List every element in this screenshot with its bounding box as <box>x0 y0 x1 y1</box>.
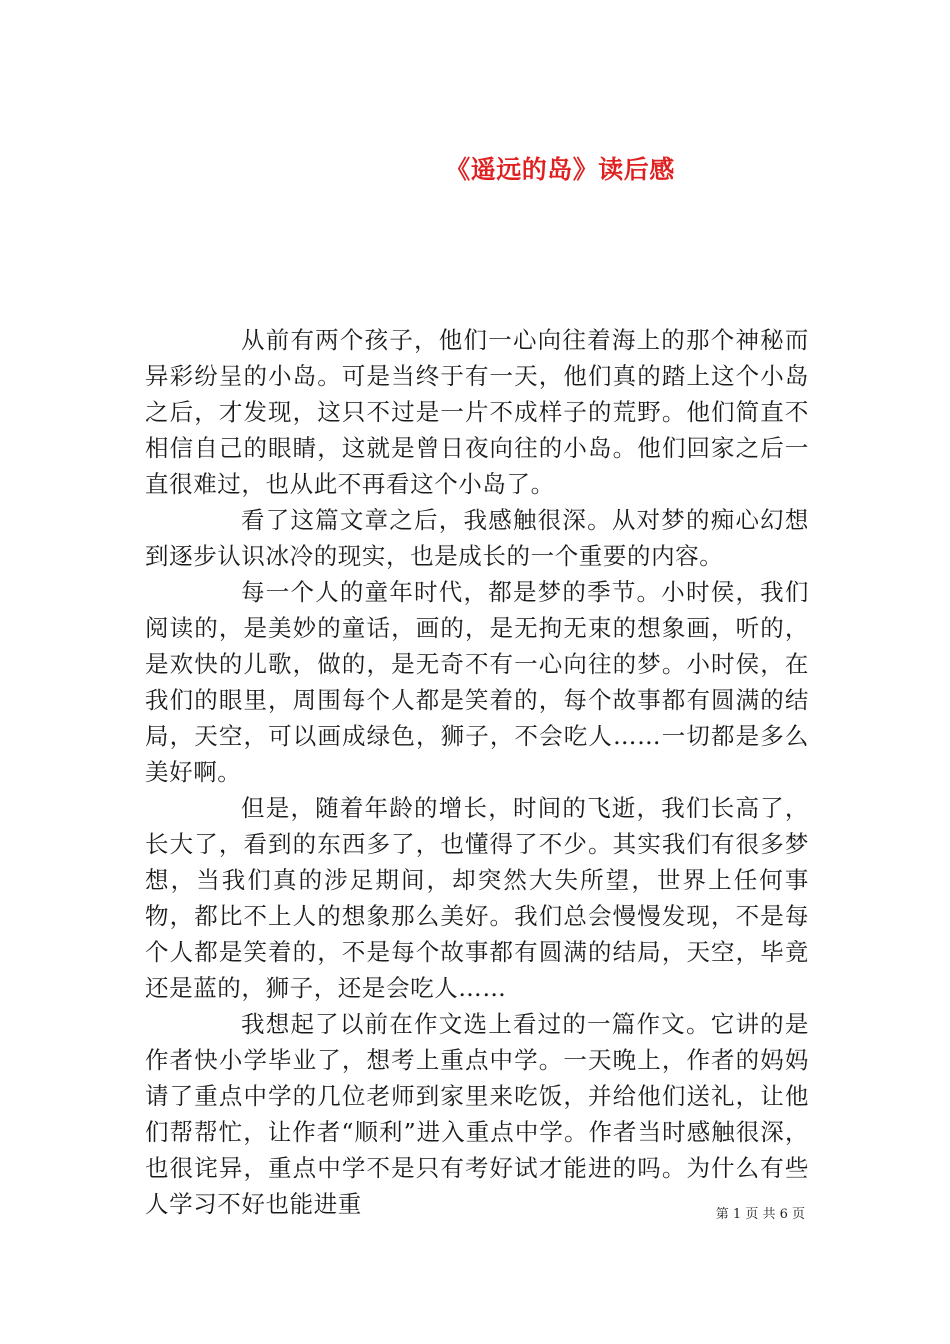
paragraph-1: 从前有两个孩子，他们一心向往着海上的那个神秘而异彩纷呈的小岛。可是当终于有一天，他们真的踏上这个小岛之后，才发现，这只不过是一片不成样子的荒野。他们简直不相信自己的眼睛，这就是曾日夜向往的小岛。他们回家之后一直很难过，也从此不再看这个小岛了。 <box>145 326 809 498</box>
page-number-footer: 第 1 页 共 6 页 <box>715 1207 805 1222</box>
paragraph-5: 我想起了以前在作文选上看过的一篇作文。它讲的是作者快小学毕业了，想考上重点中学。一天晚上，作者的妈妈请了重点中学的几位老师到家里来吃饭，并给他们送礼，让他们帮帮忙，让作者“顺利”进入重点中学。作者当时感触很深，也很诧异，重点中学不是只有考好试才能进的吗。为什么有些人学习不好也能进重 <box>145 1010 809 1218</box>
document-body <box>145 322 809 1222</box>
paragraph-2: 看了这篇文章之后，我感触很深。从对梦的痴心幻想到逐步认识冰冷的现实，也是成长的一个重要的内容。 <box>145 506 809 570</box>
paragraph-3: 每一个人的童年时代，都是梦的季节。小时侯，我们阅读的，是美妙的童话，画的，是无拘无束的想象画，听的，是欢快的儿歌，做的，是无奇不有一心向往的梦。小时侯，在我们的眼里，周围每个人都是笑着的，每个故事都有圆满的结局，天空，可以画成绿色，狮子，不会吃人……一切都是多么美好啊。 <box>145 578 809 786</box>
paragraph-4: 但是，随着年龄的增长，时间的飞逝，我们长高了，长大了，看到的东西多了，也懂得了不少。其实我们有很多梦想，当我们真的涉足期间，却突然大失所望，世界上任何事物，都比不上人的想象那么美好。我们总会慢慢发现，不是每个人都是笑着的，不是每个故事都有圆满的结局，天空，毕竟还是蓝的，狮子，还是会吃人…… <box>145 794 809 1002</box>
document-title: 《遥远的岛》读后感 <box>445 154 675 184</box>
